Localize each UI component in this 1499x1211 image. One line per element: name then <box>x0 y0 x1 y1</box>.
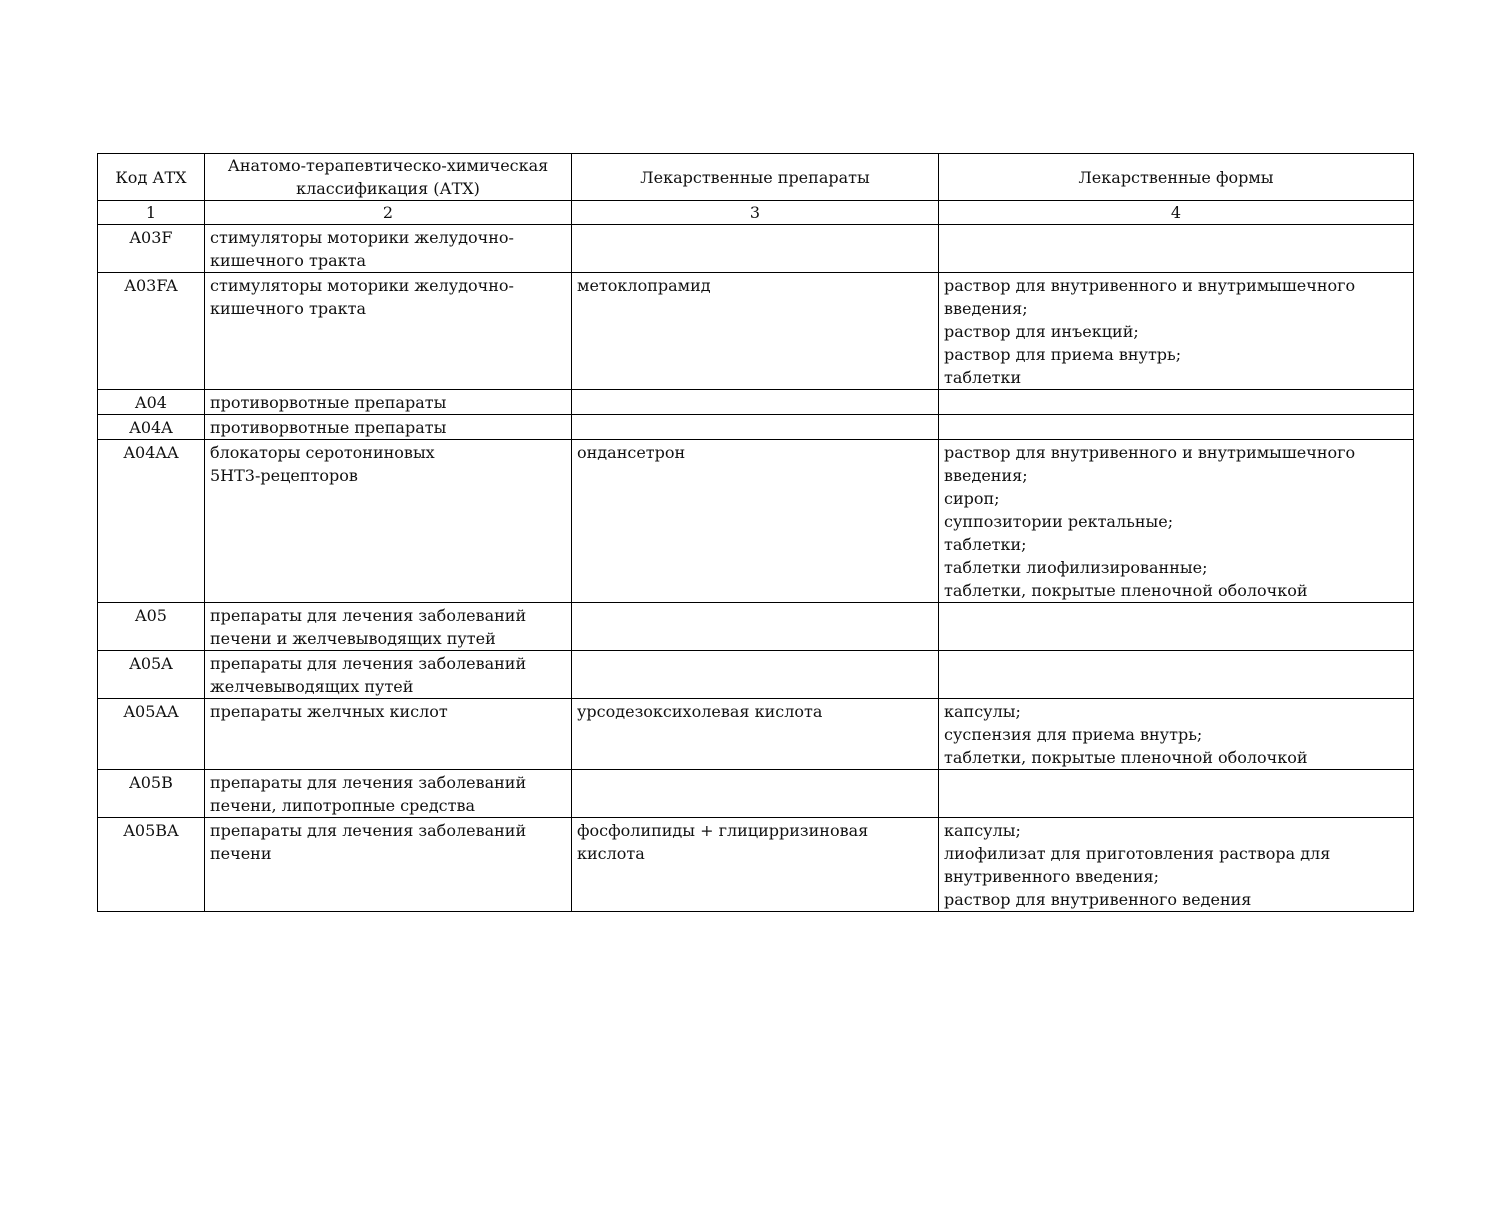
table-row <box>98 603 1414 651</box>
drug-name-cell <box>572 699 939 770</box>
atx-code-cell: A04 <box>98 390 205 415</box>
header-atx-classification: Анатомо-терапевтическо-химическая классификация (АТХ) <box>205 154 572 201</box>
dosage-form-line: таблетки лиофилизированные; <box>944 558 1208 577</box>
drug-name-line: метоклопрамид <box>577 276 711 295</box>
atx-classification-line: препараты для лечения заболеваний <box>210 773 527 792</box>
column-number-row <box>98 201 1414 225</box>
drug-name-cell <box>572 818 939 912</box>
atx-classification-cell <box>205 770 572 818</box>
drug-name-cell <box>572 225 939 273</box>
atx-code-cell: A04AA <box>98 440 205 603</box>
dosage-form-line: капсулы; <box>944 702 1021 721</box>
dosage-form-line: таблетки, покрытые пленочной оболочкой <box>944 748 1308 767</box>
dosage-forms-cell <box>939 699 1414 770</box>
atx-classification-line: противорвотные препараты <box>210 418 447 437</box>
dosage-form-line: раствор для приема внутрь; <box>944 345 1182 364</box>
atx-classification-line: кишечного тракта <box>210 299 367 318</box>
table-row <box>98 225 1414 273</box>
dosage-forms-cell <box>939 818 1414 912</box>
atx-classification-line: кишечного тракта <box>210 251 367 270</box>
dosage-forms-cell <box>939 440 1414 603</box>
atx-classification-cell <box>205 651 572 699</box>
drug-name-line: урсодезоксихолевая кислота <box>577 702 823 721</box>
atx-code-cell: A05BA <box>98 818 205 912</box>
dosage-form-line: введения; <box>944 299 1028 318</box>
atx-classification-cell <box>205 699 572 770</box>
atx-classification-cell <box>205 225 572 273</box>
drug-name-line: фосфолипиды + глицирризиновая <box>577 821 869 840</box>
dosage-form-line: внутривенного введения; <box>944 867 1159 886</box>
table-row <box>98 818 1414 912</box>
dosage-form-line: лиофилизат для приготовления раствора для <box>944 844 1331 863</box>
dosage-forms-cell <box>939 651 1414 699</box>
atx-classification-line: препараты для лечения заболеваний <box>210 654 527 673</box>
atx-classification-cell <box>205 415 572 440</box>
atx-classification-line: противорвотные препараты <box>210 393 447 412</box>
dosage-form-line: введения; <box>944 466 1028 485</box>
drug-name-line: ондансетрон <box>577 443 686 462</box>
column-number: 2 <box>205 201 572 225</box>
column-number: 3 <box>572 201 939 225</box>
atx-classification-line: 5HT3-рецепторов <box>210 466 358 485</box>
table-row <box>98 415 1414 440</box>
atx-classification-line: препараты для лечения заболеваний <box>210 606 527 625</box>
drug-name-line: кислота <box>577 844 645 863</box>
table-row <box>98 440 1414 603</box>
atx-code-cell: A03F <box>98 225 205 273</box>
dosage-form-line: таблетки <box>944 368 1022 387</box>
atx-classification-line: печени и желчевыводящих путей <box>210 629 496 648</box>
atx-drug-table <box>97 153 1414 912</box>
drug-name-cell <box>572 273 939 390</box>
atx-code-cell: A05 <box>98 603 205 651</box>
drug-name-cell <box>572 390 939 415</box>
atx-classification-cell <box>205 603 572 651</box>
dosage-form-line: таблетки, покрытые пленочной оболочкой <box>944 581 1308 600</box>
atx-classification-line: стимуляторы моторики желудочно- <box>210 276 514 295</box>
dosage-forms-cell <box>939 390 1414 415</box>
drug-name-cell <box>572 440 939 603</box>
dosage-form-line: раствор для внутривенного и внутримышечного <box>944 276 1356 295</box>
dosage-form-line: раствор для внутривенного ведения <box>944 890 1252 909</box>
dosage-form-line: капсулы; <box>944 821 1021 840</box>
atx-classification-line: стимуляторы моторики желудочно- <box>210 228 514 247</box>
atx-classification-line: печени <box>210 844 272 863</box>
atx-classification-cell <box>205 818 572 912</box>
dosage-forms-cell <box>939 415 1414 440</box>
atx-classification-line: препараты для лечения заболеваний <box>210 821 527 840</box>
dosage-forms-cell <box>939 225 1414 273</box>
dosage-form-line: сироп; <box>944 489 1000 508</box>
dosage-forms-cell <box>939 273 1414 390</box>
atx-classification-cell <box>205 440 572 603</box>
dosage-form-line: таблетки; <box>944 535 1027 554</box>
column-number: 1 <box>98 201 205 225</box>
atx-code-cell: A04A <box>98 415 205 440</box>
drug-name-cell <box>572 603 939 651</box>
header-atx-code: Код АТХ <box>98 154 205 201</box>
table-row <box>98 651 1414 699</box>
atx-classification-line: желчевыводящих путей <box>210 677 414 696</box>
dosage-form-line: раствор для инъекций; <box>944 322 1139 341</box>
table-row <box>98 770 1414 818</box>
atx-classification-cell <box>205 390 572 415</box>
table-row <box>98 390 1414 415</box>
table-header-row <box>98 154 1414 201</box>
atx-classification-line: препараты желчных кислот <box>210 702 448 721</box>
dosage-forms-cell <box>939 603 1414 651</box>
dosage-forms-cell <box>939 770 1414 818</box>
atx-classification-line: печени, липотропные средства <box>210 796 476 815</box>
table-row <box>98 273 1414 390</box>
atx-classification-cell <box>205 273 572 390</box>
drug-name-cell <box>572 415 939 440</box>
atx-code-cell: A05AA <box>98 699 205 770</box>
header-dosage-forms: Лекарственные формы <box>939 154 1414 201</box>
table-row <box>98 699 1414 770</box>
atx-code-cell: A05A <box>98 651 205 699</box>
dosage-form-line: раствор для внутривенного и внутримышечного <box>944 443 1356 462</box>
atx-code-cell: A03FA <box>98 273 205 390</box>
dosage-form-line: суппозитории ректальные; <box>944 512 1174 531</box>
atx-classification-line: блокаторы серотониновых <box>210 443 435 462</box>
drug-name-cell <box>572 770 939 818</box>
drug-name-cell <box>572 651 939 699</box>
column-number: 4 <box>939 201 1414 225</box>
header-drugs: Лекарственные препараты <box>572 154 939 201</box>
atx-code-cell: A05B <box>98 770 205 818</box>
dosage-form-line: суспензия для приема внутрь; <box>944 725 1203 744</box>
